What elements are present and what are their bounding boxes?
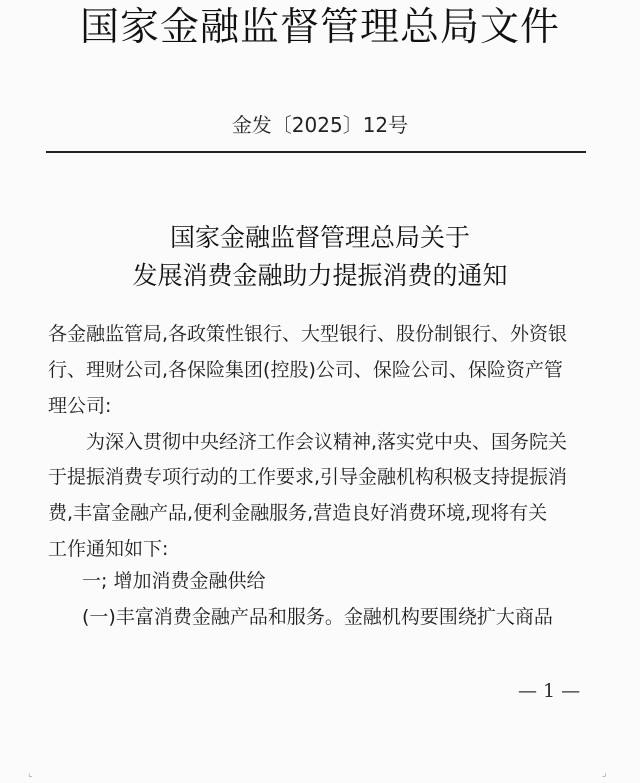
notice-title-line-2: 发展消费金融助力提振消费的通知	[132, 261, 508, 290]
header-divider	[46, 151, 586, 153]
body-line: 各金融监管局,各政策性银行、大型银行、股份制银行、外资银	[48, 323, 568, 345]
notice-title-line-1: 国家金融监督管理总局关于	[169, 223, 470, 252]
body-line: 理公司:	[48, 395, 112, 417]
issuer-header: 国家金融监督管理总局文件	[79, 5, 560, 50]
document-number: 金发〔2025〕12号	[231, 113, 409, 137]
body-line: (一)丰富消费金融产品和服务。金融机构要围绕扩大商品	[82, 606, 553, 628]
body-line: 为深入贯彻中央经济工作会议精神,落实党中央、国务院关	[86, 431, 568, 453]
page-number: — 1 —	[518, 680, 581, 702]
body-line: 行、理财公司,各保险集团(控股)公司、保险公司、保险资产管	[48, 359, 563, 381]
body-line: 于提振消费专项行动的工作要求,引导金融机构积极支持提振消	[48, 466, 568, 488]
body-line: 费,丰富金融产品,便利金融服务,营造良好消费环境,现将有关	[48, 502, 548, 524]
corner-mark-icon: ⌞	[28, 768, 33, 779]
section-heading: 一; 增加消费金融供给	[82, 570, 266, 592]
corner-mark-icon: ⌟	[602, 768, 607, 779]
body-line: 工作通知如下:	[48, 538, 169, 560]
